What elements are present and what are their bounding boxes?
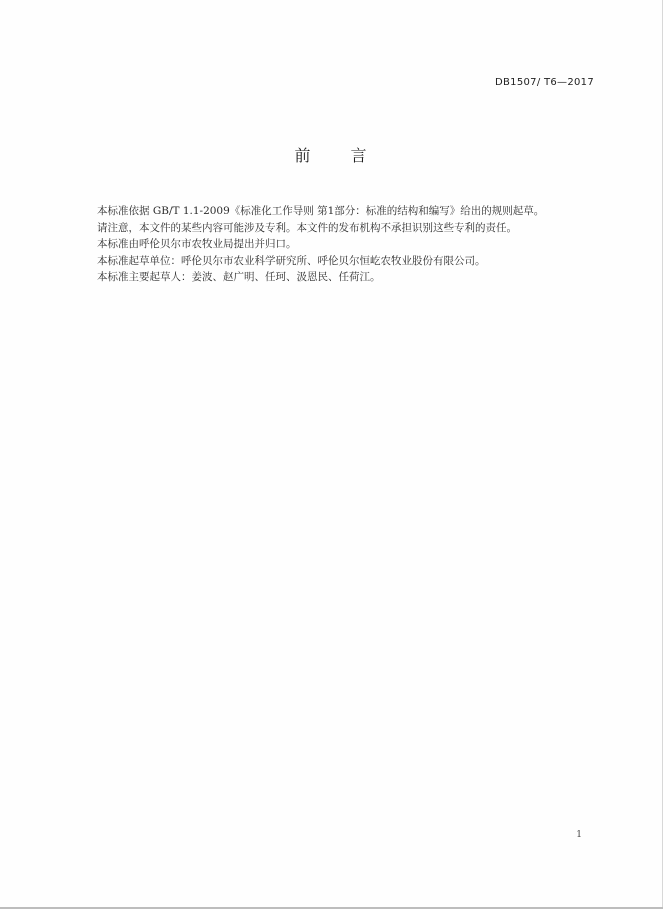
document-code: DB1507/ T6—2017 [495, 77, 594, 88]
paragraph-drafting-rules: 本标准依据 GB/T 1.1-2009《标准化工作导则 第1部分：标准的结构和编写》给出的规则起草。 [97, 205, 545, 217]
title-char-2: 言 [350, 146, 369, 165]
paragraph-proposer: 本标准由呼伦贝尔市农牧业局提出并归口。 [97, 238, 297, 250]
paragraph-patent-notice: 请注意，本文件的某些内容可能涉及专利。本文件的发布机构不承担识别这些专利的责任。 [97, 221, 517, 234]
paragraph-drafters: 本标准主要起草人：姜波、赵广明、任珂、汲恩民、任荷江。 [97, 271, 381, 283]
title-char-1: 前 [294, 146, 313, 165]
page-number: 1 [576, 830, 582, 840]
paragraph-drafting-units: 本标准起草单位：呼伦贝尔市农业科学研究所、呼伦贝尔恒屹农牧业股份有限公司。 [97, 254, 486, 267]
foreword-body [97, 203, 617, 286]
page-title [0, 143, 663, 166]
